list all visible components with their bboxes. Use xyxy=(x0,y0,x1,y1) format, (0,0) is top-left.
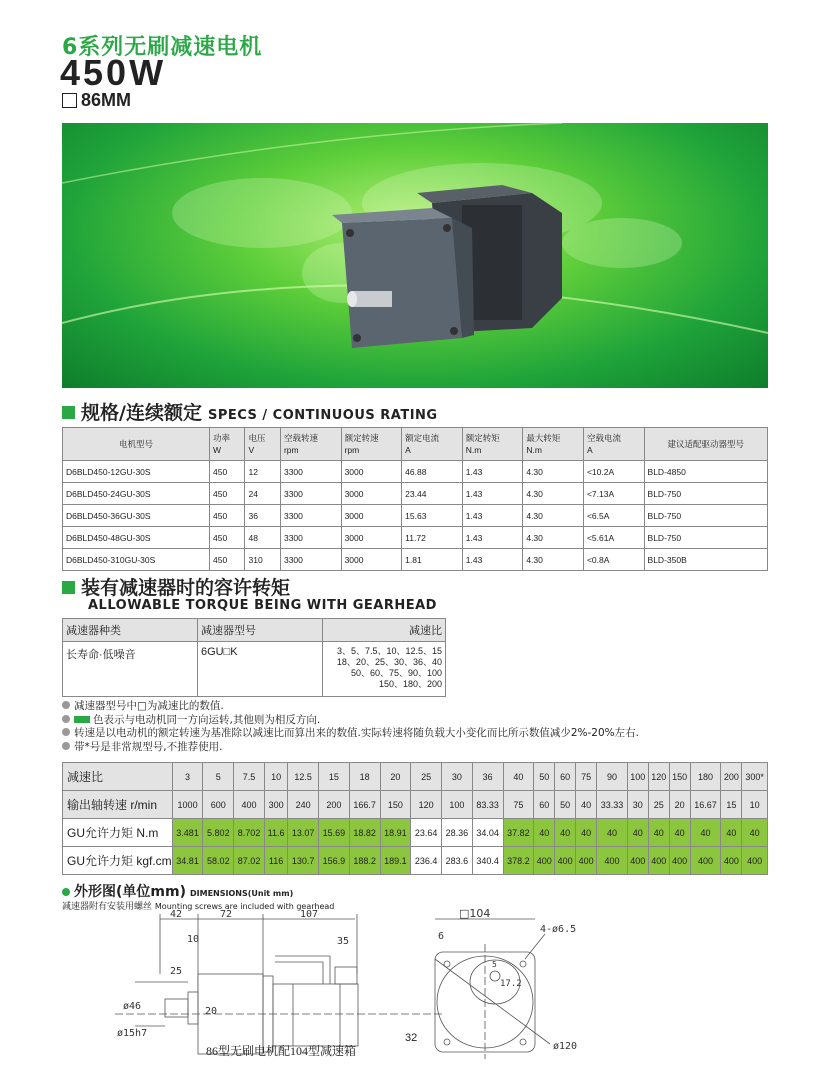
ratio-cell: 166.7 xyxy=(349,791,380,819)
ratio-cell: 50 xyxy=(555,791,576,819)
ratio-cell: 5 xyxy=(203,763,234,791)
ratio-cell: 10 xyxy=(264,763,287,791)
ratio-cell: 130.7 xyxy=(288,847,319,875)
table-cell: 48 xyxy=(245,527,280,549)
ratio-cell: 378.2 xyxy=(503,847,534,875)
header-unit: N.m xyxy=(465,445,482,455)
dim-10: 10 xyxy=(187,934,200,945)
row-label: GU允许力矩 kgf.cm xyxy=(63,847,173,875)
specs-header-row xyxy=(63,428,768,461)
product-banner xyxy=(62,123,768,388)
ratio-cell: 40 xyxy=(597,819,628,847)
specs-header-cell xyxy=(583,428,644,461)
table-cell: 450 xyxy=(210,483,245,505)
ratio-cell: 400 xyxy=(742,847,768,875)
header-label: 最大转矩 xyxy=(526,433,561,443)
note xyxy=(62,727,639,741)
table-row xyxy=(63,483,768,505)
ratio-cell: 15 xyxy=(721,791,742,819)
ratio-cell: 83.33 xyxy=(472,791,503,819)
table-cell: 3000 xyxy=(341,505,402,527)
bullet-icon xyxy=(62,742,70,750)
ratio-cell: 75 xyxy=(503,791,534,819)
ratio-cell: 18 xyxy=(349,763,380,791)
header-label: 额定转矩 xyxy=(465,433,500,443)
table-cell: <0.8A xyxy=(583,549,644,571)
torque-heading xyxy=(62,573,290,600)
ratio-cell: 200 xyxy=(319,791,350,819)
ratio-cell: 28.36 xyxy=(442,819,473,847)
ratio-cell: 150 xyxy=(669,763,690,791)
ratio-cell: 400 xyxy=(555,847,576,875)
ratio-row-torque_kgfcm xyxy=(63,847,768,875)
header-unit: A xyxy=(586,445,593,455)
ratio-cell: 200 xyxy=(721,763,742,791)
table-cell: 46.88 xyxy=(402,461,463,483)
table-cell: 1.43 xyxy=(462,461,523,483)
ratio-cell: 60 xyxy=(555,763,576,791)
ratio-cell: 156.9 xyxy=(319,847,350,875)
ratio-cell: 10 xyxy=(742,791,768,819)
row-label: 减速比 xyxy=(63,763,173,791)
ratio-cell: 11.6 xyxy=(264,819,287,847)
ratio-cell: 400 xyxy=(576,847,597,875)
ratio-cell: 400 xyxy=(648,847,669,875)
table-cell: 11.72 xyxy=(402,527,463,549)
ratio-cell: 30 xyxy=(627,791,648,819)
dim-17-2: 17.2 xyxy=(500,979,522,989)
bullet-icon xyxy=(62,715,70,723)
drawing-caption: 86型无刷电机配104型减速箱 xyxy=(206,1044,357,1058)
table-cell: 4.30 xyxy=(523,505,584,527)
row-label: 输出轴转速 r/min xyxy=(63,791,173,819)
table-cell: 3300 xyxy=(280,505,341,527)
table-cell: 450 xyxy=(210,527,245,549)
ratio-cell: 18.91 xyxy=(380,819,411,847)
ratio-cell: 30 xyxy=(442,763,473,791)
ratio-cell: 340.4 xyxy=(472,847,503,875)
ratio-cell: 40 xyxy=(627,819,648,847)
ratio-cell: 58.02 xyxy=(203,847,234,875)
ratio-cell: 400 xyxy=(597,847,628,875)
gear-model: 6GU□K xyxy=(198,642,323,697)
specs-title-en: SPECS / CONTINUOUS RATING xyxy=(207,408,438,423)
ratio-cell: 40 xyxy=(555,819,576,847)
ratio-cell: 75 xyxy=(576,763,597,791)
ratio-cell: 400 xyxy=(534,847,555,875)
table-cell: <6.5A xyxy=(583,505,644,527)
frame-size xyxy=(62,90,131,111)
dim-35: 35 xyxy=(337,936,350,947)
table-row xyxy=(63,505,768,527)
ratio-cell: 100 xyxy=(627,763,648,791)
dimensions-heading xyxy=(62,881,293,901)
green-swatch-icon xyxy=(74,716,90,723)
subtitle-en: Mounting screws are included with gearhead xyxy=(154,902,335,911)
ratio-cell: 16.67 xyxy=(690,791,721,819)
table-row xyxy=(63,549,768,571)
ratio-row-torque_nm xyxy=(63,819,768,847)
ratio-cell: 120 xyxy=(411,791,442,819)
table-cell: 3000 xyxy=(341,461,402,483)
ratio-cell: 20 xyxy=(669,791,690,819)
table-cell: D6BLD450-24GU-30S xyxy=(63,483,210,505)
power-rating: 450W xyxy=(60,52,167,93)
header-unit: rpm xyxy=(344,445,360,455)
ratio-line: 150、180、200 xyxy=(378,679,442,689)
subtitle-zh: 减速器附有安装用螺丝 xyxy=(62,902,153,912)
header-unit: W xyxy=(213,445,222,455)
table-cell: 3300 xyxy=(280,549,341,571)
table-cell: 12 xyxy=(245,461,280,483)
ratio-cell: 188.2 xyxy=(349,847,380,875)
note-text: 转速是以电动机的额定转速为基准除以减速比而算出来的数值.实际转速将随负载大小变化而比所示数值减少2%-20%左右. xyxy=(74,727,639,739)
green-dot-icon xyxy=(62,888,70,896)
ratio-cell: 236.4 xyxy=(411,847,442,875)
table-cell: 3000 xyxy=(341,549,402,571)
table-cell: 450 xyxy=(210,505,245,527)
table-cell: BLD-750 xyxy=(644,483,767,505)
table-cell: D6BLD450-48GU-30S xyxy=(63,527,210,549)
table-cell: 1.43 xyxy=(462,505,523,527)
table-cell: BLD-750 xyxy=(644,527,767,549)
ratio-cell: 116 xyxy=(264,847,287,875)
ratio-cell: 100 xyxy=(442,791,473,819)
specs-header-cell xyxy=(402,428,463,461)
ratio-cell: 400 xyxy=(627,847,648,875)
ratio-cell: 40 xyxy=(503,763,534,791)
ratio-cell: 1000 xyxy=(172,791,203,819)
table-row xyxy=(63,527,768,549)
ratio-cell: 40 xyxy=(648,819,669,847)
table-cell: 310 xyxy=(245,549,280,571)
ratio-cell: 37.82 xyxy=(503,819,534,847)
ratio-row-ratio xyxy=(63,763,768,791)
table-cell: 1.43 xyxy=(462,527,523,549)
dim-46: ø46 xyxy=(123,1001,142,1012)
header-label: 功率 xyxy=(213,433,231,443)
green-square-icon xyxy=(62,406,75,419)
table-cell: 4.30 xyxy=(523,461,584,483)
dim-25: 25 xyxy=(170,966,183,977)
ratio-cell: 150 xyxy=(380,791,411,819)
ratio-cell: 34.81 xyxy=(172,847,203,875)
motor-image xyxy=(62,123,768,388)
ratio-cell: 40 xyxy=(576,819,597,847)
ratio-cell: 283.6 xyxy=(442,847,473,875)
ratio-cell: 3.481 xyxy=(172,819,203,847)
note-text: 减速器型号中□为减速比的数值. xyxy=(74,700,224,712)
specs-title-zh: 规格/连续额定 xyxy=(81,402,202,424)
table-cell: D6BLD450-12GU-30S xyxy=(63,461,210,483)
table-cell: 450 xyxy=(210,461,245,483)
ratio-cell: 36 xyxy=(472,763,503,791)
table-cell: 36 xyxy=(245,505,280,527)
table-cell: BLD-750 xyxy=(644,505,767,527)
table-cell: 3300 xyxy=(280,461,341,483)
table-cell: <10.2A xyxy=(583,461,644,483)
specs-heading xyxy=(62,398,438,425)
bullet-icon xyxy=(62,701,70,709)
table-cell: 4.30 xyxy=(523,549,584,571)
header-label: 电压 xyxy=(248,433,266,443)
specs-header-cell xyxy=(280,428,341,461)
table-cell: 1.43 xyxy=(462,549,523,571)
torque-title-en: ALLOWABLE TORQUE BEING WITH GEARHEAD xyxy=(88,598,437,613)
specs-header-cell xyxy=(245,428,280,461)
gear-type: 长寿命·低噪音 xyxy=(63,642,198,697)
ratio-cell: 12.5 xyxy=(288,763,319,791)
ratio-cell: 300 xyxy=(264,791,287,819)
ratio-cell: 40 xyxy=(742,819,768,847)
ratio-cell: 189.1 xyxy=(380,847,411,875)
header-unit: rpm xyxy=(283,445,299,455)
ratio-table xyxy=(62,762,768,875)
specs-header-cell xyxy=(341,428,402,461)
dim-120: ø120 xyxy=(553,1041,578,1052)
header-unit: V xyxy=(248,445,255,455)
dim-20: 20 xyxy=(205,1006,218,1017)
gearhead-table xyxy=(62,618,446,697)
bullet-icon xyxy=(62,728,70,736)
table-cell: 15.63 xyxy=(402,505,463,527)
ratio-cell: 400 xyxy=(234,791,265,819)
dimensions-title-zh: 外形图(单位mm) xyxy=(74,884,186,900)
header-unit: A xyxy=(405,445,411,455)
ratio-cell: 40 xyxy=(534,819,555,847)
dim-42: 42 xyxy=(170,909,183,920)
ratio-cell: 120 xyxy=(648,763,669,791)
table-cell: BLD-4850 xyxy=(644,461,767,483)
header-label: 电机型号 xyxy=(118,439,153,449)
ratio-line: 18、20、25、30、36、40 xyxy=(336,657,442,667)
ratio-cell: 25 xyxy=(648,791,669,819)
table-cell: 1.43 xyxy=(462,483,523,505)
table-cell: 3000 xyxy=(341,483,402,505)
table-cell: D6BLD450-310GU-30S xyxy=(63,549,210,571)
ratio-cell: 15 xyxy=(319,763,350,791)
ratio-cell: 33.33 xyxy=(597,791,628,819)
ratio-cell: 240 xyxy=(288,791,319,819)
ratio-cell: 40 xyxy=(690,819,721,847)
notes xyxy=(62,700,639,754)
specs-header-cell xyxy=(210,428,245,461)
header-label: 额定转速 xyxy=(344,433,379,443)
row-label: GU允许力矩 N.m xyxy=(63,819,173,847)
dimensions-title-en: DIMENSIONS(Unit mm) xyxy=(189,889,294,898)
gear-header: 减速器种类 xyxy=(63,619,198,642)
ratio-cell: 7.5 xyxy=(234,763,265,791)
table-cell: 1.81 xyxy=(402,549,463,571)
green-square-icon xyxy=(62,581,75,594)
header-label: 额定电流 xyxy=(405,433,440,443)
table-cell: D6BLD450-36GU-30S xyxy=(63,505,210,527)
note xyxy=(62,714,639,728)
table-cell: 3300 xyxy=(280,527,341,549)
ratio-cell: 600 xyxy=(203,791,234,819)
ratio-cell: 50 xyxy=(534,763,555,791)
square-icon xyxy=(62,93,77,108)
table-cell: 4.30 xyxy=(523,483,584,505)
ratio-cell: 300* xyxy=(742,763,768,791)
ratio-cell: 87.02 xyxy=(234,847,265,875)
dim-5: 5 xyxy=(492,960,497,969)
note-text: 色表示与电动机同一方向运转,其他则为相反方向. xyxy=(93,713,321,726)
torque-title-zh: 装有减速器时的容许转矩 xyxy=(81,577,291,599)
specs-header-cell xyxy=(462,428,523,461)
ratio-cell: 60 xyxy=(534,791,555,819)
ratio-cell: 40 xyxy=(576,791,597,819)
header-label: 空载电流 xyxy=(586,433,621,443)
dim-15h7: ø15h7 xyxy=(117,1028,148,1039)
header-unit: N.m xyxy=(526,445,542,455)
table-cell: 3000 xyxy=(341,527,402,549)
ratio-cell: 400 xyxy=(669,847,690,875)
frame-size-value: 86MM xyxy=(81,90,132,110)
specs-header-cell xyxy=(63,428,210,461)
gear-header: 减速比 xyxy=(323,619,446,642)
table-cell: BLD-350B xyxy=(644,549,767,571)
ratio-cell: 40 xyxy=(669,819,690,847)
ratio-cell: 3 xyxy=(172,763,203,791)
table-row xyxy=(63,461,768,483)
gear-ratios xyxy=(323,642,446,697)
table-cell: <5.61A xyxy=(583,527,644,549)
ratio-cell: 400 xyxy=(690,847,721,875)
table-cell: 3300 xyxy=(280,483,341,505)
gear-header: 减速器型号 xyxy=(198,619,323,642)
page-number: 32 xyxy=(405,1032,418,1044)
dim-72: 72 xyxy=(220,909,233,920)
ratio-cell: 34.04 xyxy=(472,819,503,847)
header-label: 空载转速 xyxy=(283,433,318,443)
ratio-cell: 400 xyxy=(721,847,742,875)
note-text: 带*号是非常规型号,不推荐使用. xyxy=(74,740,223,753)
ratio-cell: 180 xyxy=(690,763,721,791)
ratio-line: 50、60、75、90、100 xyxy=(350,668,442,678)
ratio-cell: 90 xyxy=(597,763,628,791)
specs-header-cell xyxy=(644,428,767,461)
table-cell: 24 xyxy=(245,483,280,505)
ratio-cell: 18.82 xyxy=(349,819,380,847)
note xyxy=(62,741,639,755)
specs-header-cell xyxy=(523,428,584,461)
ratio-cell: 25 xyxy=(411,763,442,791)
table-cell: 4.30 xyxy=(523,527,584,549)
ratio-cell: 5.802 xyxy=(203,819,234,847)
dim-holes: 4-ø6.5 xyxy=(540,924,577,935)
ratio-cell: 8.702 xyxy=(234,819,265,847)
ratio-cell: 15.69 xyxy=(319,819,350,847)
ratio-line: 3、5、7.5、10、12.5、15 xyxy=(336,646,442,656)
dim-107: 107 xyxy=(300,909,319,920)
specs-table xyxy=(62,427,768,571)
ratio-cell: 23.64 xyxy=(411,819,442,847)
table-cell: 450 xyxy=(210,549,245,571)
ratio-cell: 40 xyxy=(721,819,742,847)
table-cell: <7.13A xyxy=(583,483,644,505)
dim-104: □104 xyxy=(459,907,491,920)
dim-6: 6 xyxy=(438,931,445,942)
table-cell: 23.44 xyxy=(402,483,463,505)
ratio-cell: 13.07 xyxy=(288,819,319,847)
ratio-row-speed xyxy=(63,791,768,819)
note xyxy=(62,700,639,714)
ratio-cell: 20 xyxy=(380,763,411,791)
header-label: 建议适配驱动器型号 xyxy=(667,439,745,449)
series-title: 6系列无刷减速电机 xyxy=(62,35,263,60)
